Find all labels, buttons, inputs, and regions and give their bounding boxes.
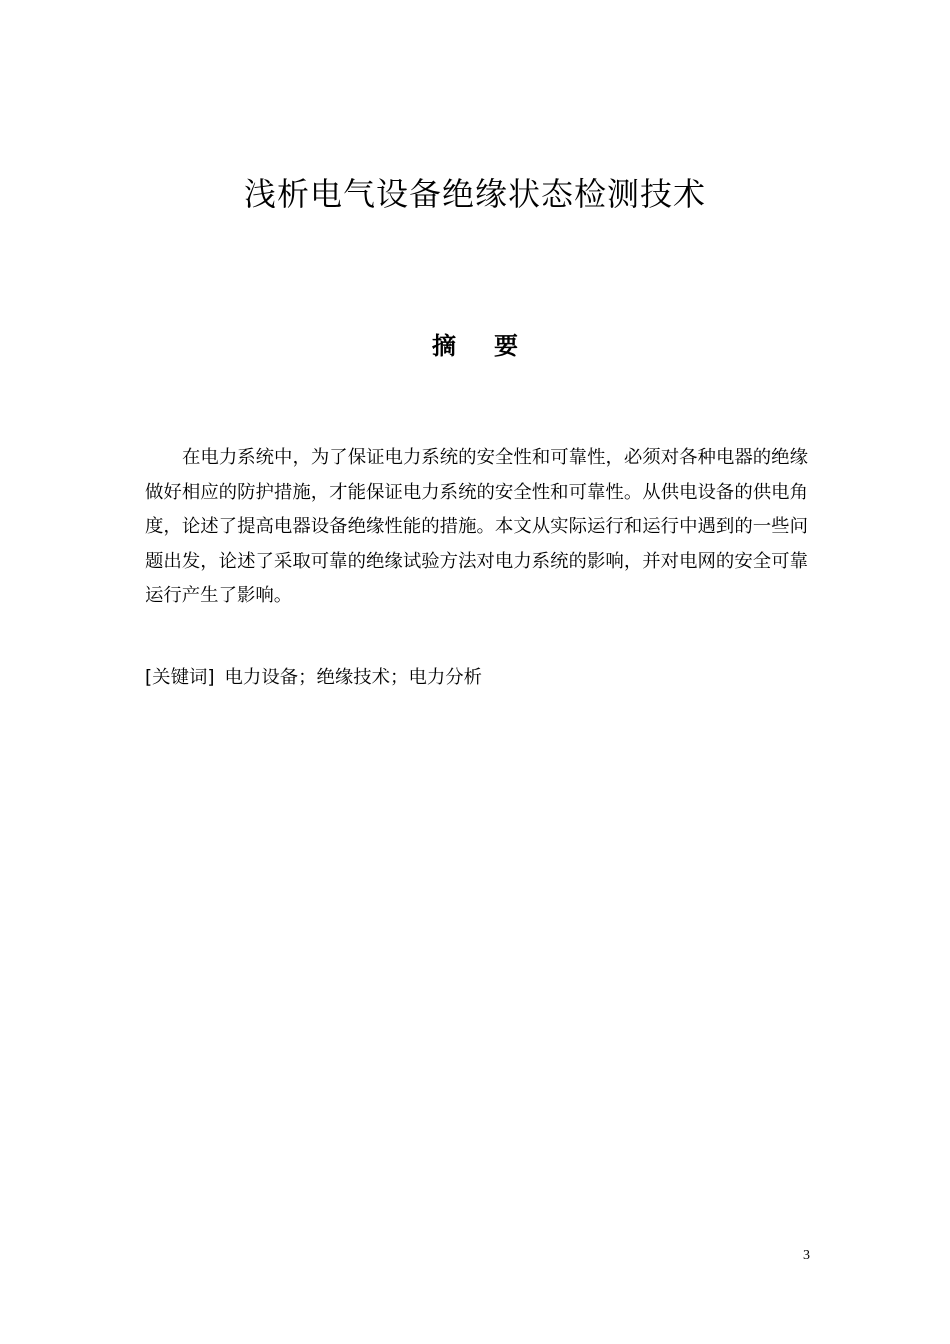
keywords-text: 电力设备；绝缘技术；电力分析: [224, 667, 483, 688]
abstract-body: 在电力系统中，为了保证电力系统的安全性和可靠性，必须对各种电器的绝缘做好相应的防护措施，才能保证电力系统的安全性和可靠性。从供电设备的供电角度，论述了提高电器设备绝缘性能的措施。本文从实际运行和运行中遇到的一些问题出发，论述了采取可靠的绝缘试验方法对电力系统的影响，并对电网的安全可靠运行产生了影响。: [145, 447, 808, 606]
keywords-label: [关键词]: [145, 667, 215, 688]
document-title: 浅析电气设备绝缘状态检测技术: [243, 175, 706, 213]
keywords-line: [145, 661, 808, 695]
page-number: 3: [803, 1248, 810, 1263]
abstract-heading: 摘要: [432, 332, 556, 360]
